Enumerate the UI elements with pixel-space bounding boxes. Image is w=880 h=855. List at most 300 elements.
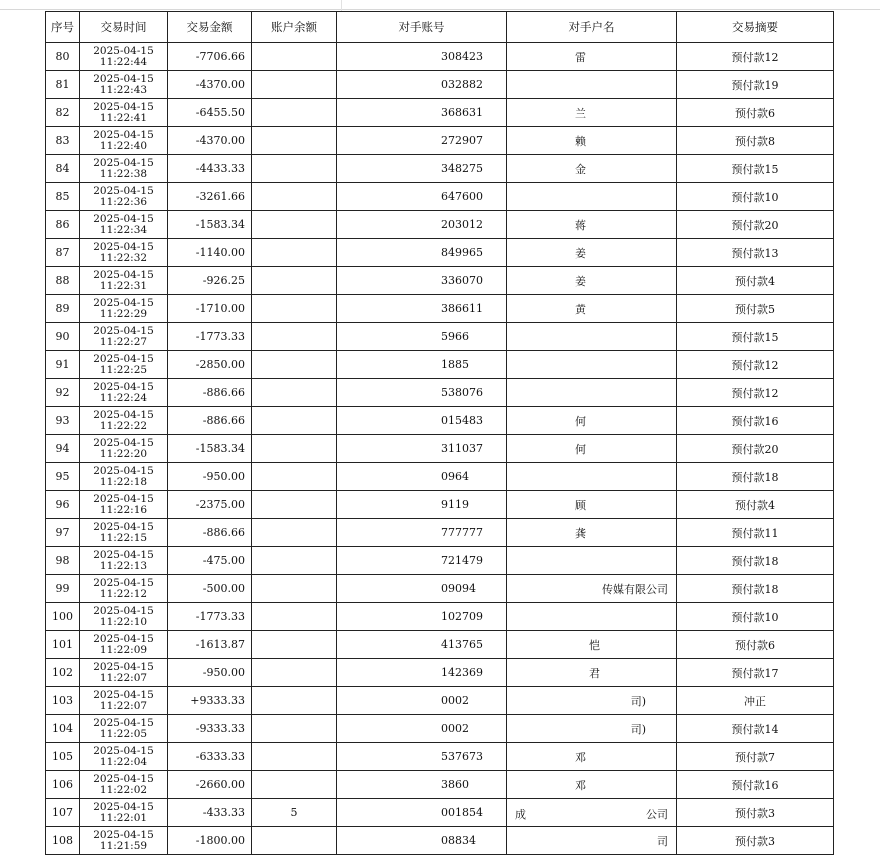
cell-balance — [252, 323, 337, 351]
cell-memo: 预付款16 — [677, 407, 834, 435]
cell-no: 108 — [46, 827, 80, 855]
cell-name — [507, 323, 677, 351]
cell-no: 90 — [46, 323, 80, 351]
cell-amount: -7706.66 — [168, 43, 252, 71]
table-row — [46, 547, 834, 575]
cell-date: 2025-04-15 — [93, 688, 154, 701]
cell-clock: 11:22:16 — [99, 503, 148, 516]
cell-time — [80, 519, 168, 547]
header-account: 对手账号 — [337, 12, 507, 43]
cell-name: 赖 — [507, 127, 677, 155]
cell-balance — [252, 827, 337, 855]
table-row — [46, 127, 834, 155]
cell-balance — [252, 127, 337, 155]
header-time: 交易时间 — [80, 12, 168, 43]
cell-time — [80, 351, 168, 379]
cell-balance — [252, 99, 337, 127]
cell-clock: 11:22:18 — [99, 475, 148, 488]
cell-date: 2025-04-15 — [93, 828, 154, 841]
cell-date: 2025-04-15 — [93, 380, 154, 393]
cell-amount: -1583.34 — [168, 435, 252, 463]
cell-amount: -500.00 — [168, 575, 252, 603]
table-row — [46, 71, 834, 99]
cell-name: 司) — [507, 687, 677, 715]
cell-time — [80, 99, 168, 127]
cell-no: 92 — [46, 379, 80, 407]
cell-memo: 预付款12 — [677, 351, 834, 379]
cell-time — [80, 155, 168, 183]
cell-date: 2025-04-15 — [93, 576, 154, 589]
cell-memo: 预付款4 — [677, 267, 834, 295]
cell-date: 2025-04-15 — [93, 520, 154, 533]
cell-account: 9119 — [337, 491, 507, 519]
table-row — [46, 379, 834, 407]
cell-no: 89 — [46, 295, 80, 323]
cell-time — [80, 295, 168, 323]
cell-memo: 预付款4 — [677, 491, 834, 519]
cell-balance: 5 — [252, 799, 337, 827]
cell-memo: 预付款16 — [677, 771, 834, 799]
cell-balance — [252, 155, 337, 183]
header-row — [46, 12, 834, 43]
cell-name: 金 — [507, 155, 677, 183]
cell-account: 308423 — [337, 43, 507, 71]
cell-no: 87 — [46, 239, 80, 267]
cell-clock: 11:22:02 — [99, 783, 148, 796]
table-body — [46, 43, 834, 855]
cell-account: 336070 — [337, 267, 507, 295]
cell-amount: -6455.50 — [168, 99, 252, 127]
cell-name: 黄 — [507, 295, 677, 323]
cell-memo: 预付款10 — [677, 183, 834, 211]
cell-name: 姜 — [507, 267, 677, 295]
table-row — [46, 239, 834, 267]
cell-account: 311037 — [337, 435, 507, 463]
cell-time — [80, 547, 168, 575]
cell-name — [507, 379, 677, 407]
cell-name: 恺 — [507, 631, 677, 659]
table-row — [46, 743, 834, 771]
cell-no: 99 — [46, 575, 80, 603]
cell-memo: 预付款18 — [677, 463, 834, 491]
cell-date: 2025-04-15 — [93, 44, 154, 57]
cell-memo: 预付款15 — [677, 155, 834, 183]
cell-balance — [252, 295, 337, 323]
cell-date: 2025-04-15 — [93, 772, 154, 785]
cell-account: 0964 — [337, 463, 507, 491]
cell-time — [80, 267, 168, 295]
cell-amount: -950.00 — [168, 463, 252, 491]
cell-amount: -6333.33 — [168, 743, 252, 771]
cell-account: 0002 — [337, 687, 507, 715]
header-balance: 账户余额 — [252, 12, 337, 43]
cell-no: 104 — [46, 715, 80, 743]
cell-clock: 11:22:27 — [99, 335, 148, 348]
table-row — [46, 211, 834, 239]
cell-account: 032882 — [337, 71, 507, 99]
cell-time — [80, 183, 168, 211]
cell-account: 001854 — [337, 799, 507, 827]
cell-balance — [252, 491, 337, 519]
cell-no: 106 — [46, 771, 80, 799]
cell-no: 95 — [46, 463, 80, 491]
cell-no: 91 — [46, 351, 80, 379]
cell-balance — [252, 463, 337, 491]
cell-clock: 11:22:22 — [99, 419, 148, 432]
cell-amount: -886.66 — [168, 407, 252, 435]
cell-clock: 11:22:13 — [99, 559, 148, 572]
cell-clock: 11:22:24 — [99, 391, 148, 404]
cell-no: 86 — [46, 211, 80, 239]
cell-time — [80, 239, 168, 267]
cell-clock: 11:22:34 — [99, 223, 148, 236]
cell-no: 103 — [46, 687, 80, 715]
cell-date: 2025-04-15 — [93, 744, 154, 757]
table-row — [46, 715, 834, 743]
cell-clock: 11:22:04 — [99, 755, 148, 768]
cell-name: 蒋 — [507, 211, 677, 239]
cell-account: 537673 — [337, 743, 507, 771]
cell-name: 兰 — [507, 99, 677, 127]
cell-account: 348275 — [337, 155, 507, 183]
cell-date: 2025-04-15 — [93, 240, 154, 253]
cell-account: 272907 — [337, 127, 507, 155]
cell-memo: 预付款12 — [677, 379, 834, 407]
cell-account: 777777 — [337, 519, 507, 547]
page-top-rule — [0, 9, 880, 10]
cell-date: 2025-04-15 — [93, 800, 154, 813]
cell-memo: 预付款3 — [677, 827, 834, 855]
cell-date: 2025-04-15 — [93, 548, 154, 561]
cell-date: 2025-04-15 — [93, 268, 154, 281]
table-row — [46, 827, 834, 855]
cell-amount: -9333.33 — [168, 715, 252, 743]
cell-date: 2025-04-15 — [93, 352, 154, 365]
cell-date: 2025-04-15 — [93, 72, 154, 85]
cell-memo: 预付款6 — [677, 631, 834, 659]
table-row — [46, 267, 834, 295]
cell-account: 5966 — [337, 323, 507, 351]
cell-time — [80, 43, 168, 71]
cell-clock: 11:22:15 — [99, 531, 148, 544]
header-name: 对手户名 — [507, 12, 677, 43]
cell-time — [80, 603, 168, 631]
cell-clock: 11:22:44 — [99, 55, 148, 68]
cell-date: 2025-04-15 — [93, 128, 154, 141]
cell-name — [507, 71, 677, 99]
cell-memo: 预付款11 — [677, 519, 834, 547]
cell-name: 龚 — [507, 519, 677, 547]
cell-amount: -1773.33 — [168, 603, 252, 631]
cell-balance — [252, 659, 337, 687]
table-row — [46, 631, 834, 659]
cell-date: 2025-04-15 — [93, 716, 154, 729]
cell-amount: -4370.00 — [168, 127, 252, 155]
cell-time — [80, 407, 168, 435]
cell-time — [80, 687, 168, 715]
cell-no: 97 — [46, 519, 80, 547]
cell-balance — [252, 743, 337, 771]
cell-no: 96 — [46, 491, 80, 519]
cell-time — [80, 211, 168, 239]
table-row — [46, 463, 834, 491]
cell-name — [507, 183, 677, 211]
cell-name: 何 — [507, 407, 677, 435]
table-row — [46, 323, 834, 351]
cell-account: 849965 — [337, 239, 507, 267]
cell-name-left: 成 — [515, 808, 526, 821]
cell-no: 82 — [46, 99, 80, 127]
cell-amount: -1613.87 — [168, 631, 252, 659]
table-row — [46, 435, 834, 463]
cell-name: 邓 — [507, 743, 677, 771]
cell-memo: 预付款12 — [677, 43, 834, 71]
cell-clock: 11:22:05 — [99, 727, 148, 740]
cell-no: 84 — [46, 155, 80, 183]
cell-date: 2025-04-15 — [93, 100, 154, 113]
cell-account: 368631 — [337, 99, 507, 127]
cell-no: 81 — [46, 71, 80, 99]
cell-clock: 11:22:07 — [99, 671, 148, 684]
cell-balance — [252, 603, 337, 631]
cell-account: 09094 — [337, 575, 507, 603]
cell-name — [507, 603, 677, 631]
cell-balance — [252, 547, 337, 575]
cell-date: 2025-04-15 — [93, 464, 154, 477]
table-row — [46, 603, 834, 631]
cell-memo: 预付款8 — [677, 127, 834, 155]
cell-amount: -886.66 — [168, 379, 252, 407]
cell-memo: 冲正 — [677, 687, 834, 715]
cell-clock: 11:22:29 — [99, 307, 148, 320]
cell-clock: 11:22:25 — [99, 363, 148, 376]
cell-date: 2025-04-15 — [93, 212, 154, 225]
cell-balance — [252, 715, 337, 743]
cell-account: 102709 — [337, 603, 507, 631]
cell-memo: 预付款17 — [677, 659, 834, 687]
table-row — [46, 575, 834, 603]
table-row — [46, 799, 834, 827]
cell-amount: -1710.00 — [168, 295, 252, 323]
cell-time — [80, 743, 168, 771]
cell-amount: -1140.00 — [168, 239, 252, 267]
cell-account: 413765 — [337, 631, 507, 659]
cell-memo: 预付款3 — [677, 799, 834, 827]
cell-balance — [252, 43, 337, 71]
cell-amount: -1773.33 — [168, 323, 252, 351]
cell-no: 101 — [46, 631, 80, 659]
cell-no: 94 — [46, 435, 80, 463]
cell-date: 2025-04-15 — [93, 492, 154, 505]
cell-amount: -886.66 — [168, 519, 252, 547]
cell-clock: 11:22:01 — [99, 811, 148, 824]
cell-account: 1885 — [337, 351, 507, 379]
cell-name — [507, 547, 677, 575]
cell-time — [80, 463, 168, 491]
cell-no: 88 — [46, 267, 80, 295]
cell-amount: -2850.00 — [168, 351, 252, 379]
cell-clock: 11:22:43 — [99, 83, 148, 96]
table-row — [46, 687, 834, 715]
cell-memo: 预付款15 — [677, 323, 834, 351]
cell-memo: 预付款6 — [677, 99, 834, 127]
cell-time — [80, 771, 168, 799]
cell-clock: 11:22:32 — [99, 251, 148, 264]
cell-account: 386611 — [337, 295, 507, 323]
cell-clock: 11:22:38 — [99, 167, 148, 180]
cell-balance — [252, 687, 337, 715]
cell-balance — [252, 211, 337, 239]
cell-clock: 11:22:09 — [99, 643, 148, 656]
cell-balance — [252, 435, 337, 463]
cell-time — [80, 575, 168, 603]
cell-name: 司) — [507, 715, 677, 743]
cell-name: 君 — [507, 659, 677, 687]
cell-time — [80, 491, 168, 519]
table-row — [46, 407, 834, 435]
cell-name: 何 — [507, 435, 677, 463]
cell-memo: 预付款5 — [677, 295, 834, 323]
cell-balance — [252, 575, 337, 603]
cell-name: 司 — [507, 827, 677, 855]
table-row — [46, 183, 834, 211]
cell-amount: -926.25 — [168, 267, 252, 295]
cell-clock: 11:22:31 — [99, 279, 148, 292]
cell-memo: 预付款7 — [677, 743, 834, 771]
cell-balance — [252, 771, 337, 799]
cell-amount: -950.00 — [168, 659, 252, 687]
cell-date: 2025-04-15 — [93, 184, 154, 197]
cell-time — [80, 799, 168, 827]
cell-memo: 预付款19 — [677, 71, 834, 99]
table-row — [46, 519, 834, 547]
cell-account: 08834 — [337, 827, 507, 855]
cell-time — [80, 659, 168, 687]
cell-date: 2025-04-15 — [93, 604, 154, 617]
cell-balance — [252, 407, 337, 435]
cell-account: 647600 — [337, 183, 507, 211]
cell-date: 2025-04-15 — [93, 436, 154, 449]
cell-amount: -1800.00 — [168, 827, 252, 855]
cell-memo: 预付款13 — [677, 239, 834, 267]
table-row — [46, 155, 834, 183]
cell-time — [80, 435, 168, 463]
cell-amount: -4433.33 — [168, 155, 252, 183]
cell-date: 2025-04-15 — [93, 324, 154, 337]
cell-clock: 11:22:07 — [99, 699, 148, 712]
cell-clock: 11:22:20 — [99, 447, 148, 460]
cell-balance — [252, 519, 337, 547]
cell-amount: -2375.00 — [168, 491, 252, 519]
cell-memo: 预付款18 — [677, 547, 834, 575]
cell-clock: 11:22:41 — [99, 111, 148, 124]
cell-time — [80, 71, 168, 99]
cell-name-right: 公司 — [646, 808, 668, 821]
cell-account: 015483 — [337, 407, 507, 435]
cell-balance — [252, 631, 337, 659]
cell-time — [80, 323, 168, 351]
cell-no: 98 — [46, 547, 80, 575]
cell-date: 2025-04-15 — [93, 408, 154, 421]
cell-no: 85 — [46, 183, 80, 211]
cell-time — [80, 827, 168, 855]
cell-name: 邓 — [507, 771, 677, 799]
cell-balance — [252, 71, 337, 99]
cell-no: 83 — [46, 127, 80, 155]
cell-name: 雷 — [507, 43, 677, 71]
cell-memo: 预付款18 — [677, 575, 834, 603]
cell-account: 721479 — [337, 547, 507, 575]
cell-amount: -1583.34 — [168, 211, 252, 239]
transaction-table — [45, 11, 834, 855]
cell-account: 538076 — [337, 379, 507, 407]
cell-no: 105 — [46, 743, 80, 771]
cell-clock: 11:22:10 — [99, 615, 148, 628]
cell-balance — [252, 239, 337, 267]
cell-name — [507, 799, 677, 827]
cell-clock: 11:22:12 — [99, 587, 148, 600]
table-row — [46, 351, 834, 379]
cell-date: 2025-04-15 — [93, 296, 154, 309]
cell-amount: -475.00 — [168, 547, 252, 575]
cell-date: 2025-04-15 — [93, 632, 154, 645]
cell-balance — [252, 183, 337, 211]
table-row — [46, 295, 834, 323]
cell-no: 80 — [46, 43, 80, 71]
cell-name — [507, 351, 677, 379]
table-row — [46, 43, 834, 71]
cell-balance — [252, 267, 337, 295]
cell-no: 93 — [46, 407, 80, 435]
table-row — [46, 771, 834, 799]
cell-amount: +9333.33 — [168, 687, 252, 715]
cell-clock: 11:22:40 — [99, 139, 148, 152]
cell-name: 姜 — [507, 239, 677, 267]
cell-date: 2025-04-15 — [93, 660, 154, 673]
cell-no: 102 — [46, 659, 80, 687]
cell-memo: 预付款20 — [677, 211, 834, 239]
header-no: 序号 — [46, 12, 80, 43]
cell-no: 107 — [46, 799, 80, 827]
cell-balance — [252, 351, 337, 379]
cell-amount: -4370.00 — [168, 71, 252, 99]
cell-amount: -3261.66 — [168, 183, 252, 211]
cell-time — [80, 631, 168, 659]
cell-name: 传媒有限公司 — [507, 575, 677, 603]
cell-memo: 预付款14 — [677, 715, 834, 743]
table-row — [46, 659, 834, 687]
header-memo: 交易摘要 — [677, 12, 834, 43]
cell-memo: 预付款10 — [677, 603, 834, 631]
table-row — [46, 491, 834, 519]
cell-time — [80, 715, 168, 743]
cell-account: 203012 — [337, 211, 507, 239]
cell-memo: 预付款20 — [677, 435, 834, 463]
cell-account: 0002 — [337, 715, 507, 743]
cell-date: 2025-04-15 — [93, 156, 154, 169]
cell-clock: 11:22:36 — [99, 195, 148, 208]
cell-name — [507, 463, 677, 491]
header-amount: 交易金额 — [168, 12, 252, 43]
table-row — [46, 99, 834, 127]
cell-time — [80, 127, 168, 155]
cell-balance — [252, 379, 337, 407]
cell-amount: -2660.00 — [168, 771, 252, 799]
cell-time — [80, 379, 168, 407]
cell-amount: -433.33 — [168, 799, 252, 827]
cell-account: 142369 — [337, 659, 507, 687]
cell-no: 100 — [46, 603, 80, 631]
